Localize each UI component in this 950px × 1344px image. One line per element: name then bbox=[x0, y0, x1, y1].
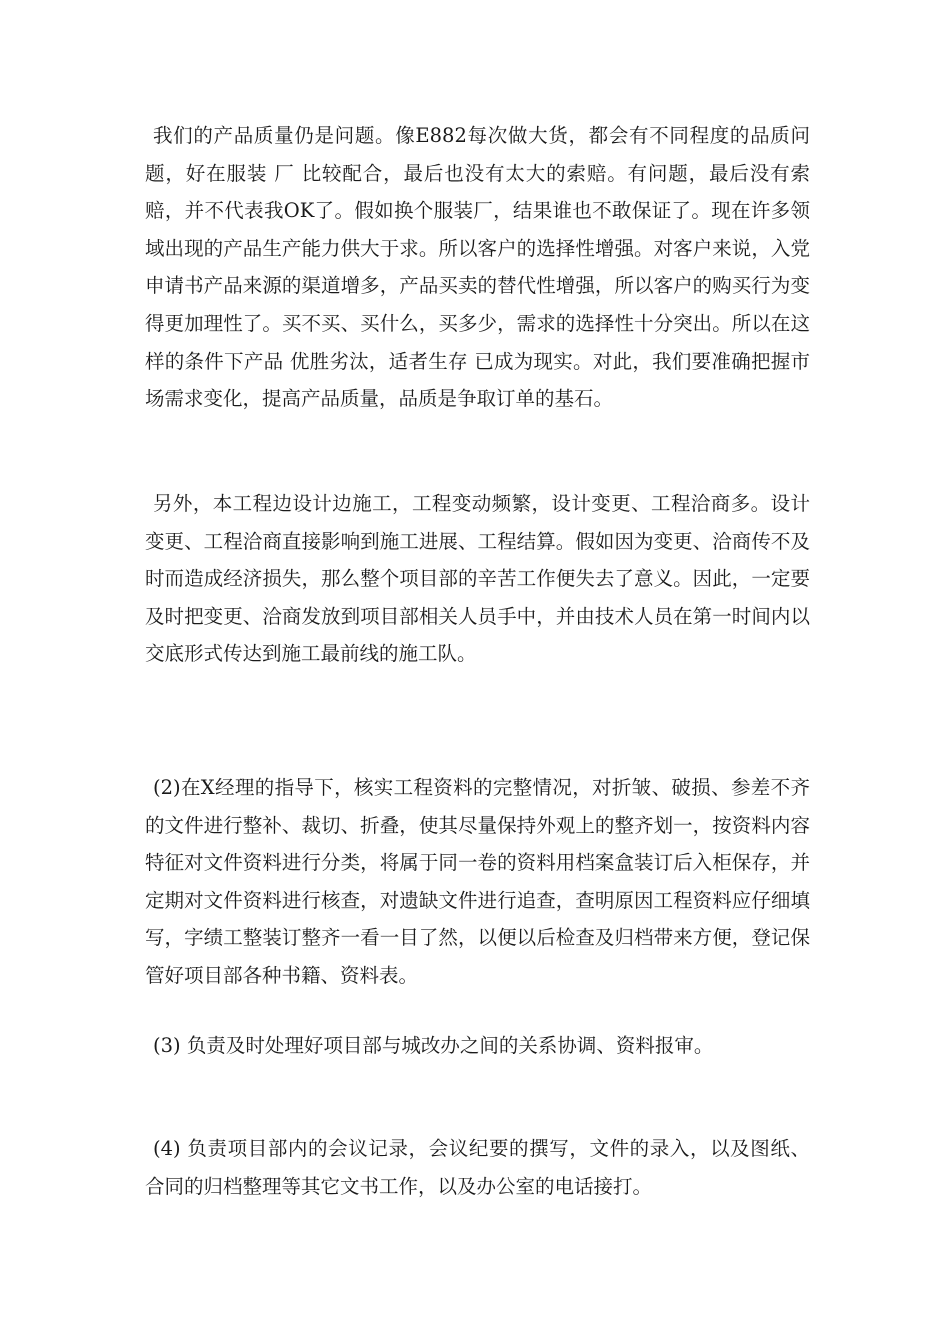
paragraph-product-quality: 我们的产品质量仍是问题。像E882每次做大货，都会有不同程度的品质问题，好在服装 厂 比较配合，最后也没有太大的索赔。有问题，最后没有索赔，并不代表我OK了。假如换个服装厂，结果谁也不敢保证了。现在许多领域出现的产品生产能力供大于求。所以客户的选择性增强。对客户来说，入党申请书产品来源的渠道增多，产品买卖的替代性增强，所以客户的购买行为变得更加理性了。买不买、买什么，买多少，需求的选择性十分突出。所以在这样的条件下产品 优胜劣汰，适者生存 已成为现实。对此，我们要准确把握市场需求变化，提高产品质量，品质是争取订单的基石。 bbox=[145, 124, 810, 411]
paragraph-design-changes: 另外，本工程边设计边施工，工程变动频繁，设计变更、工程洽商多。设计变更、工程洽商直接影响到施工进展、工程结算。假如因为变更、洽商传不及时而造成经济损失，那么整个项目部的辛苦工作便失去了意义。因此，一定要及时把变更、洽商发放到项目部相关人员手中，并由技术人员在第一时间内以交底形式传达到施工最前线的施工队。 bbox=[145, 492, 810, 666]
paragraph-item-4-meeting-minutes: (4) 负责项目部内的会议记录，会议纪要的撰写，文件的录入，以及图纸、合同的归档整理等其它文书工作，以及办公室的电话接打。 bbox=[145, 1137, 810, 1198]
paragraph-item-3-coordination: (3) 负责及时处理好项目部与城改办之间的关系协调、资料报审。 bbox=[153, 1034, 714, 1057]
paragraph-item-2-records: (2)在X经理的指导下，核实工程资料的完整情况，对折皱、破损、参差不齐的文件进行整补、裁切、折叠，使其尽量保持外观上的整齐划一，按资料内容特征对文件资料进行分类，将属于同一卷的资料用档案盒装订后入柜保存，并定期对文件资料进行核查，对遗缺文件进行追查，查明原因工程资料应仔细填写，字绩工整装订整齐一看一目了然，以便以后检查及归档带来方便，登记保管好项目部各种书籍、资料表。 bbox=[145, 776, 810, 987]
